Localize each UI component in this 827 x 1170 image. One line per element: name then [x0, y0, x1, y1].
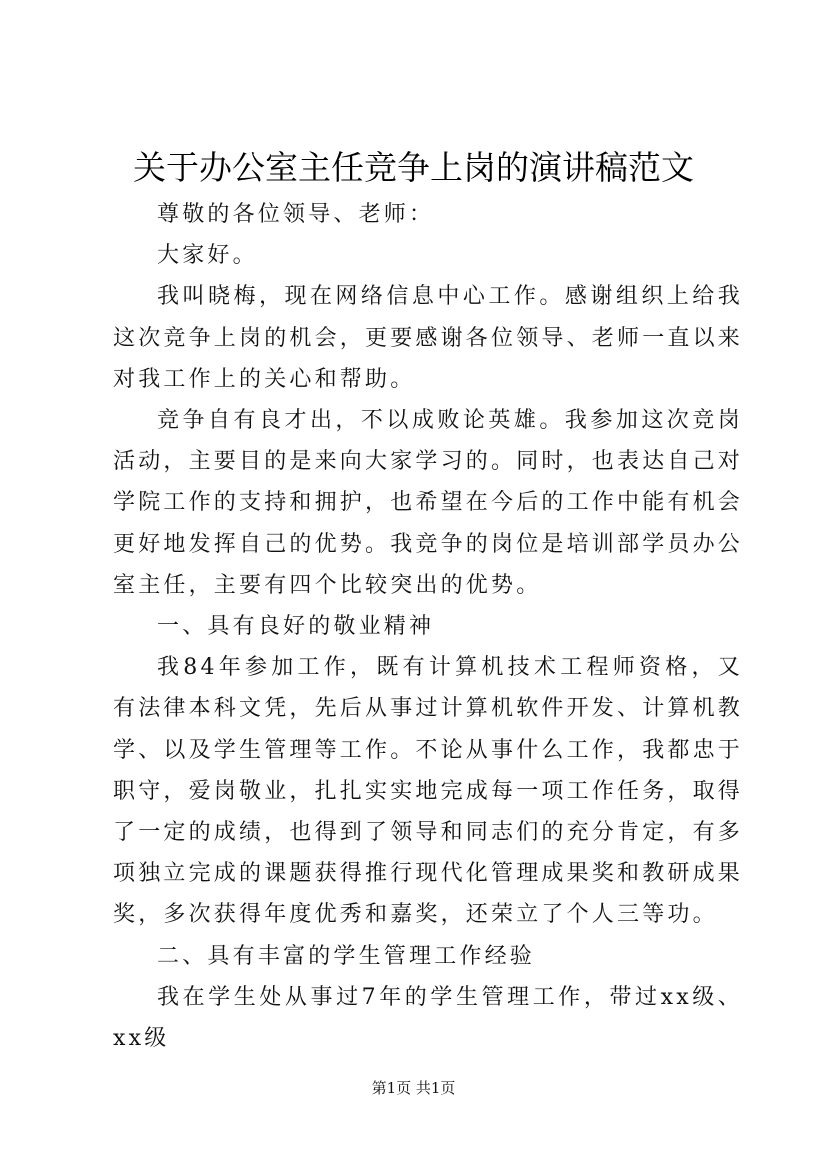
- paragraph-motivation: 竞争自有良才出，不以成败论英雄。我参加这次竞岗活动，主要目的是来向大家学习的。同时，也表达自己对学院工作的支持和拥护，也希望在今后的工作中能有机会更好地发挥自己的优势。我竞争的岗位是培训部学员办公室主任，主要有四个比较突出的优势。: [113, 408, 744, 598]
- paragraph-student-management: 我在学生处从事过7年的学生管理工作，带过xx级、xx级: [113, 984, 743, 1052]
- greeting: 大家好。: [157, 243, 258, 269]
- paragraph-work-history: 我84年参加工作，既有计算机技术工程师资格，又有法律本科文凭，先后从事过计算机软件开发、计算机教学、以及学生管理等工作。不论从事什么工作，我都忠于职守，爱岗敬业，扎扎实实地完成每一项工作任务，取得了一定的成绩，也得到了领导和同志们的充分肯定，有多项独立完成的课题获得推行现代化管理成果奖和教研成果奖，多次获得年度优秀和嘉奖，还荣立了个人三等功。: [113, 655, 744, 928]
- document-body: [113, 194, 743, 1059]
- paragraph-introduction: 我叫晓梅，现在网络信息中心工作。感谢组织上给我这次竞争上岗的机会，更要感谢各位领导、老师一直以来对我工作上的关心和帮助。: [113, 284, 744, 392]
- document-title: 关于办公室主任竞争上岗的演讲稿范文: [133, 148, 694, 187]
- section-heading-2: 二、具有丰富的学生管理工作经验: [157, 943, 536, 969]
- salutation: 尊敬的各位领导、老师：: [157, 202, 435, 227]
- page-number-footer: 第1页 共1页: [371, 1079, 456, 1097]
- section-heading-1: 一、具有良好的敬业精神: [157, 614, 435, 640]
